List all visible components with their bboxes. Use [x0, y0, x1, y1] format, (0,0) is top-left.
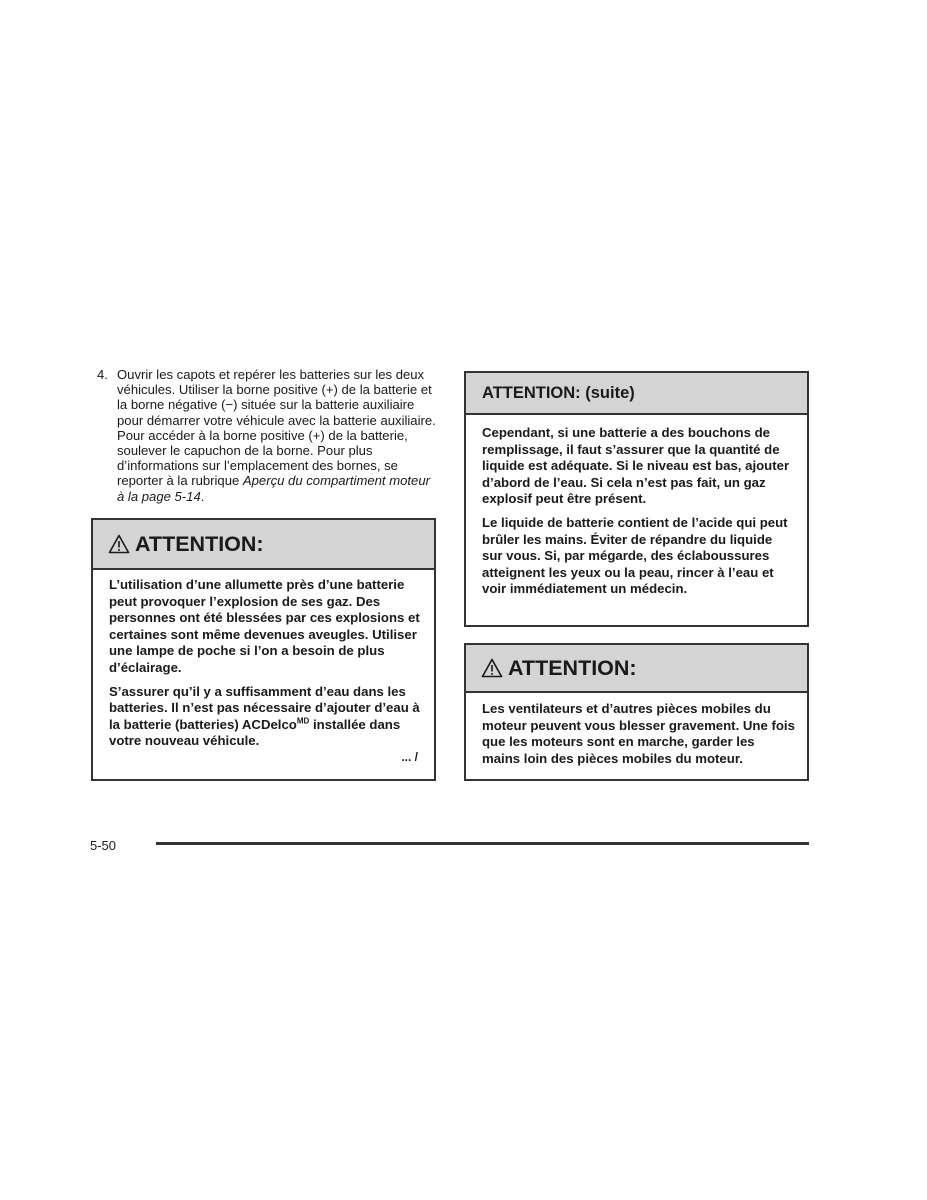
warning-title: ATTENTION:: [508, 655, 637, 680]
warning-title: ATTENTION:: [135, 531, 264, 556]
step-reference: Aperçu du compartiment moteur à la page 5-14: [117, 473, 430, 504]
warning-paragraph: Le liquide de batterie contient de l’acide qui peut brûler les mains. Éviter de répandre du liquide sur vous. Si, par mégarde, des éclaboussures atteignent les yeux ou la peau, rincer à l’eau et voir immédiatement un médecin.: [482, 514, 788, 597]
warning-box-match: [91, 518, 436, 781]
trademark-mark: MD: [296, 716, 310, 726]
warning-paragraph: L’utilisation d’une allumette près d’une batterie peut provoquer l’explosion de ses gaz. Des personnes ont été blessées par ces explosions et certaines sont même devenues aveugles. Utiliser une lampe de poche si l’on a besoin de plus d’éclairage.: [109, 577, 420, 675]
step-end: .: [200, 488, 205, 504]
warning-paragraph: [109, 684, 422, 750]
warning-header: [466, 373, 807, 415]
warning-text-end: installée dans votre nouveau véhicule.: [109, 716, 401, 749]
warning-box-fans: [464, 643, 809, 781]
page-number: 5-50: [90, 838, 117, 853]
warning-title: ATTENTION: (suite): [482, 383, 635, 402]
step-text: [117, 367, 437, 504]
warning-header: [466, 645, 807, 693]
warning-header: [93, 520, 434, 570]
warning-triangle-icon: [481, 658, 503, 678]
step-number: 4.: [97, 367, 108, 382]
warning-text: S’assurer qu’il y a suffisamment d’eau dans les batteries. Il n’est pas nécessaire d’ajouter d’eau à la batterie (batteries) ACDelco: [109, 683, 420, 732]
step-body: Ouvrir les capots et repérer les batteries sur les deux véhicules. Utiliser la borne positive (+) de la batterie et la borne négative (−) située sur la batterie auxiliaire pour démarrer votre véhicule avec la batterie auxiliaire. Pour accéder à la borne positive (+) de la batterie, soulever le capuchon de la borne. Pour plus d’informations sur l’emplacement des bornes, se reporter à la rubrique: [117, 367, 436, 489]
warning-body: [466, 415, 807, 598]
footer-rule: [156, 842, 809, 845]
warning-paragraph: Cependant, si une batterie a des bouchons de remplissage, il faut s’assurer que la quantité de liquide est adéquate. Si le niveau est bas, ajouter d’abord de l’eau. Si cela n’est pas fait, un gaz explosif peut être présent.: [482, 425, 790, 507]
continued-marker: ... /: [401, 750, 418, 764]
warning-box-continued: [464, 371, 809, 627]
warning-triangle-icon: [108, 534, 130, 554]
warning-body: [93, 570, 434, 750]
warning-body: [466, 693, 807, 767]
instruction-step-4: [97, 367, 437, 504]
warning-paragraph: Les ventilateurs et d’autres pièces mobiles du moteur peuvent vous blesser gravement. Une fois que les moteurs sont en marche, garder les mains loin des pièces mobiles du moteur.: [482, 701, 795, 766]
